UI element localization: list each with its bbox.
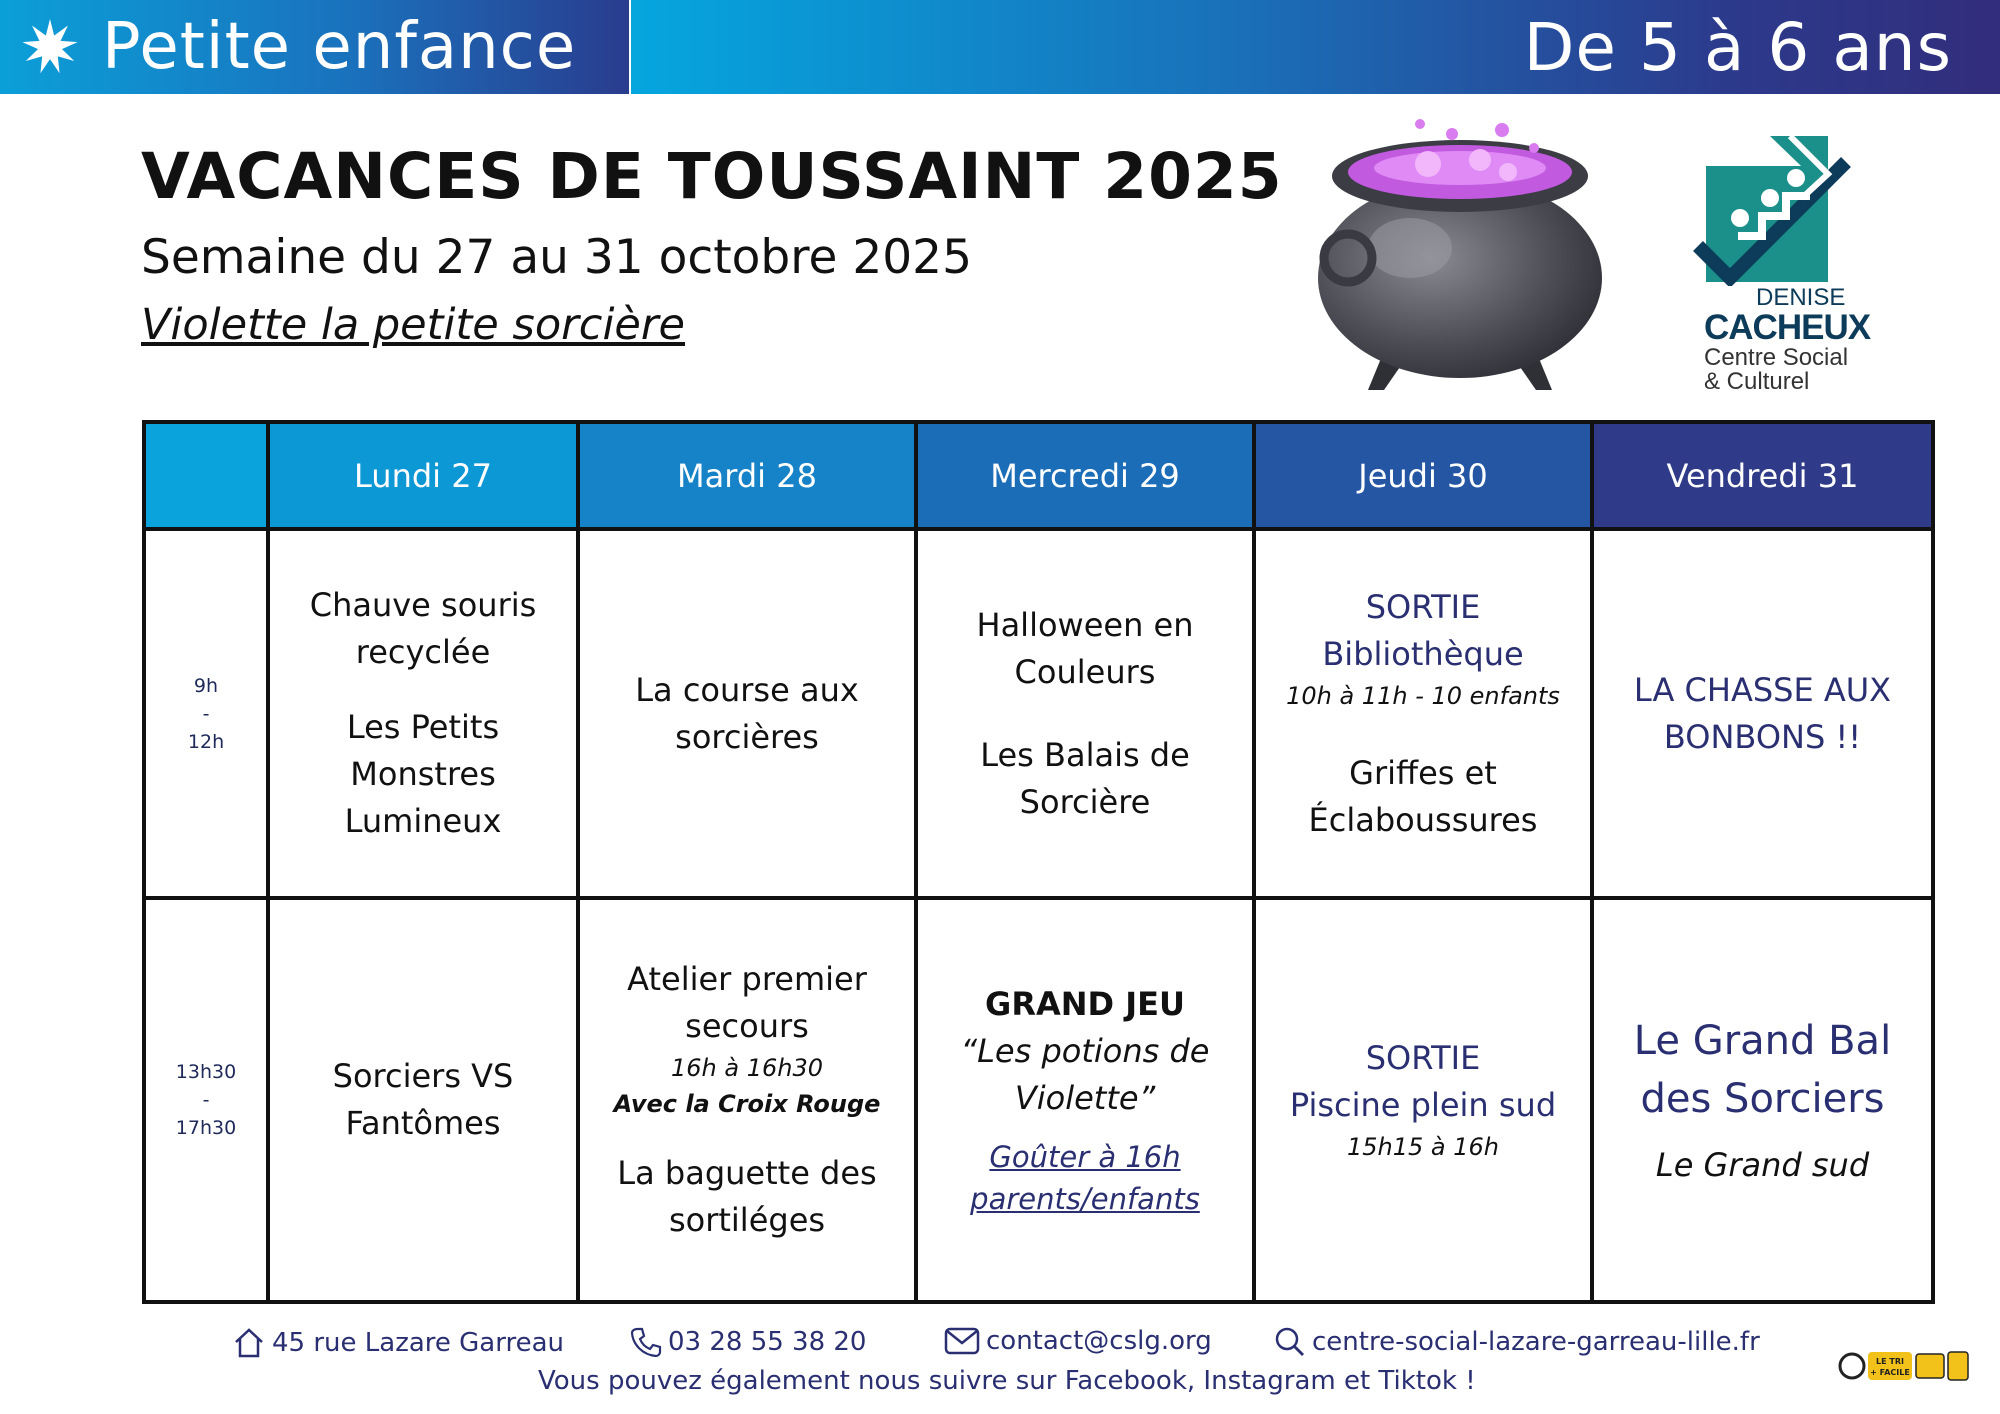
afternoon-time-cell	[144, 898, 268, 1302]
outing-note: 15h15 à 16h	[1346, 1133, 1499, 1162]
activity: La baguette des sortiléges	[617, 1154, 877, 1240]
schedule-table	[142, 420, 1935, 1304]
activity: LA CHASSE AUX BONBONS !!	[1633, 670, 1892, 756]
activity: Le Grand Bal des Sorciers	[1633, 1017, 1892, 1122]
morning-jeudi-cell	[1254, 529, 1592, 898]
address-text: 45 rue Lazare Garreau	[272, 1328, 564, 1358]
logo-line-culturel: & Culturel	[1704, 368, 1810, 395]
outing-place: Piscine plein sud	[1289, 1086, 1557, 1125]
search-icon	[1274, 1326, 1306, 1358]
activity: Les Petits Monstres Lumineux	[344, 708, 502, 841]
morning-time-end: 12h	[187, 730, 225, 753]
logo-mark-icon	[1678, 136, 1868, 286]
footer-email[interactable]	[944, 1326, 1212, 1356]
outing-place: Bibliothèque	[1322, 634, 1524, 673]
header-left-banner	[0, 0, 629, 94]
page-title: VACANCES DE TOUSSAINT 2025	[141, 140, 1283, 213]
activity: Halloween en Couleurs	[976, 605, 1194, 691]
activity: Atelier premier secours	[627, 960, 867, 1046]
afternoon-row	[144, 898, 1933, 1302]
big-game-label: GRAND JEU	[985, 984, 1185, 1023]
day-header-jeudi: Jeudi 30	[1254, 422, 1592, 529]
category-label: Petite enfance	[102, 10, 577, 84]
schedule-header-row	[144, 422, 1933, 529]
morning-row	[144, 529, 1933, 898]
svg-text:+ FACILE: + FACILE	[1870, 1368, 1910, 1377]
phone-icon	[630, 1326, 662, 1358]
outing-note: 10h à 11h - 10 enfants	[1286, 681, 1560, 710]
cauldron-icon	[1310, 118, 1610, 400]
age-range-label: De 5 à 6 ans	[1523, 8, 1952, 86]
morning-time-cell	[144, 529, 268, 898]
activity: Chauve souris recyclée	[309, 586, 537, 672]
outing-label: SORTIE	[1365, 587, 1481, 626]
afternoon-mardi-cell	[578, 898, 916, 1302]
day-header-vendredi: Vendredi 31	[1592, 422, 1933, 529]
afternoon-time-end: 17h30	[175, 1117, 237, 1140]
svg-text:LE TRI: LE TRI	[1876, 1357, 1904, 1366]
outing-label: SORTIE	[1365, 1039, 1481, 1078]
activity: Les Balais de Sorcière	[980, 735, 1190, 821]
logo-line-cacheux: CACHEUX	[1704, 308, 1871, 347]
activity-time: 16h à 16h30	[670, 1054, 823, 1083]
afternoon-lundi-cell	[268, 898, 578, 1302]
morning-vendredi-cell	[1592, 529, 1933, 898]
day-header-lundi: Lundi 27	[268, 422, 578, 529]
email-text: contact@cslg.org	[986, 1326, 1212, 1356]
footer-phone[interactable]	[630, 1326, 866, 1358]
day-header-mardi: Mardi 28	[578, 422, 916, 529]
snack-note: Goûter à 16h parents/enfants	[970, 1139, 1200, 1216]
corner-header-cell	[144, 422, 268, 529]
phone-text: 03 28 55 38 20	[668, 1327, 867, 1357]
theme-title: Violette la petite sorcière	[141, 300, 685, 350]
afternoon-vendredi-cell	[1592, 898, 1933, 1302]
logo-line-denise: DENISE	[1756, 284, 1846, 311]
centre-social-logo	[1678, 136, 1871, 396]
recycling-badge-icon	[1838, 1348, 1972, 1384]
afternoon-time-start: 13h30	[175, 1061, 237, 1084]
afternoon-time-sep: -	[202, 1089, 210, 1112]
big-game-title: “Les potions de Violette”	[960, 1031, 1210, 1117]
morning-time-start: 9h	[193, 674, 219, 697]
activity: La course aux sorcières	[635, 670, 859, 756]
morning-mercredi-cell	[916, 529, 1254, 898]
activity: Griffes et Éclaboussures	[1308, 753, 1538, 839]
footer-website[interactable]	[1274, 1326, 1760, 1358]
week-subtitle: Semaine du 27 au 31 octobre 2025	[141, 230, 972, 285]
morning-time-sep: -	[202, 702, 210, 725]
day-header-mercredi: Mercredi 29	[916, 422, 1254, 529]
logo-line-centre-social: Centre Social	[1704, 344, 1849, 371]
activity-partner: Avec la Croix Rouge	[613, 1090, 881, 1119]
activity: Sorciers VS Fantômes	[332, 1057, 514, 1143]
afternoon-mercredi-cell	[916, 898, 1254, 1302]
morning-mardi-cell	[578, 529, 916, 898]
social-follow-text: Vous pouvez également nous suivre sur Facebook, Instagram et Tiktok !	[538, 1366, 1476, 1396]
header-right-banner	[631, 0, 2000, 94]
home-icon	[232, 1326, 266, 1360]
star-icon	[18, 15, 82, 79]
morning-lundi-cell	[268, 529, 578, 898]
mail-icon	[944, 1326, 980, 1356]
website-text: centre-social-lazare-garreau-lille.fr	[1312, 1327, 1760, 1357]
afternoon-jeudi-cell	[1254, 898, 1592, 1302]
footer-address	[232, 1326, 564, 1360]
activity-place: Le Grand sud	[1655, 1145, 1870, 1184]
